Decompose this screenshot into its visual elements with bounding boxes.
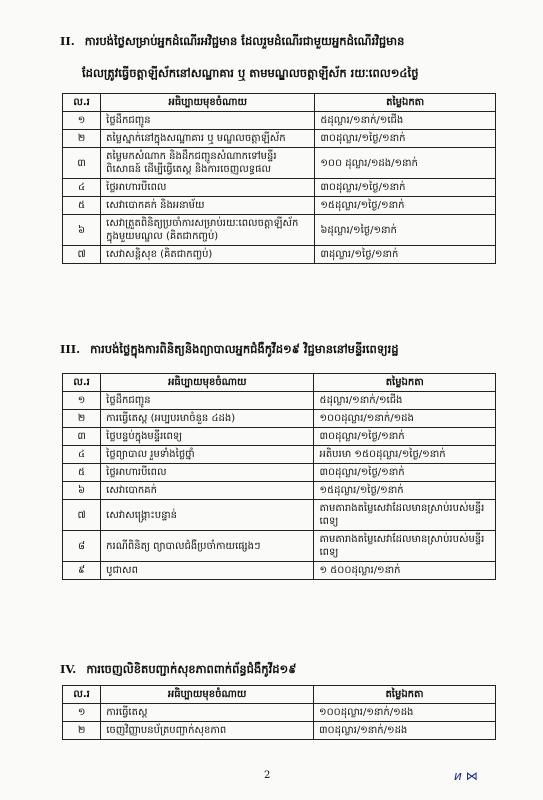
- row-price: អតិបរមា ១៥០ដុល្លារ/១ថ្ងៃ/១នាក់: [314, 446, 496, 464]
- section-3-title: ការបង់ថ្លៃក្នុងការពិនិត្យនិងព្យាបាលអ្នកជំងឺកូវីដ១៩ វិជ្ជមាននៅមន្ទីរពេទ្យរដ្ឋ: [90, 342, 399, 356]
- row-desc: តម្លៃមកសំណាក និងដឹកជញ្ជូនសំណាកទៅមន្ទីរពិសោធន៍ ដើម្បីធ្វើតេស្ត និងការចេញលទ្ធផល: [101, 148, 315, 179]
- row-price: ៣០ដុល្លារ/១ថ្ងៃ/១នាក់: [314, 464, 496, 482]
- row-no: ២: [63, 130, 101, 148]
- col-header-price: តម្លៃឯកតា: [314, 374, 496, 392]
- row-no: ៣: [63, 428, 101, 446]
- section-2-heading: [60, 34, 404, 49]
- section-4-title: ការចេញលិខិតបញ្ជាក់សុខភាពពាក់ព័ន្ធជំងឺកូវីដ១៩: [86, 662, 297, 676]
- row-price: ៦ដុល្លារ/១ថ្ងៃ/១នាក់: [315, 215, 496, 246]
- table-row: [63, 246, 496, 264]
- table-row: [63, 562, 496, 580]
- row-no: ៣: [63, 148, 101, 179]
- row-price: ១០០ដុល្លារ/១នាក់/១ដង: [314, 704, 496, 722]
- col-header-no: ល.រ: [63, 374, 101, 392]
- table-row: [63, 531, 496, 562]
- table-row: [63, 112, 496, 130]
- table-row: [63, 148, 496, 179]
- row-no: ២: [63, 722, 101, 740]
- table-row: [63, 392, 496, 410]
- row-no: ១: [63, 704, 101, 722]
- table-row: [63, 482, 496, 500]
- section-3-numeral: III.: [60, 342, 81, 356]
- row-no: ៥: [63, 197, 101, 215]
- table-row: [63, 446, 496, 464]
- row-price: ១៥ដុល្លារ/១ថ្ងៃ/១នាក់: [314, 482, 496, 500]
- row-price: តាមតារាងតម្លៃសេវាដែលមានស្រាប់របស់មន្ទីរពេទ្យ: [314, 531, 496, 562]
- section-2-title-line2: ដែលត្រូវធ្វើចត្តាឡីស័កនៅសណ្ឋាគារ ឬ តាមមណ្ឌលចត្តាឡីស័ក រយៈពេល១៤ថ្ងៃ: [82, 66, 419, 80]
- table-row: [63, 215, 496, 246]
- row-price: ៣០ដុល្លារ/១ថ្ងៃ/១នាក់: [315, 130, 496, 148]
- row-no: ៨: [63, 531, 101, 562]
- row-desc: ថ្លៃបន្ទប់ក្នុងមន្ទីរពេទ្យ: [101, 428, 314, 446]
- col-header-desc: អធិប្បាយមុខចំណាយ: [101, 686, 314, 704]
- col-header-price: តម្លៃឯកតា: [315, 94, 496, 112]
- table-header-row: [63, 686, 496, 704]
- table-row: [63, 722, 496, 740]
- table-row: [63, 130, 496, 148]
- section-2-title-line1: ការបង់ថ្លៃសម្រាប់អ្នកដំណើរអវិជ្ជមាន ដែលរួមដំណើរជាមួយអ្នកដំណើរវិជ្ជមាន: [84, 34, 405, 48]
- row-no: ៦: [63, 215, 101, 246]
- table-header-row: [63, 94, 496, 112]
- row-no: ១: [63, 112, 101, 130]
- row-desc: បូជាសព: [101, 562, 314, 580]
- row-no: ៩: [63, 562, 101, 580]
- row-price: តាមតារាងតម្លៃសេវាដែលមានស្រាប់របស់មន្ទីរពេទ្យ: [314, 500, 496, 531]
- row-desc: ថ្លៃដឹកជញ្ជូន: [101, 392, 314, 410]
- col-header-desc: អធិប្បាយមុខចំណាយ: [101, 94, 315, 112]
- section-3-heading: [60, 342, 399, 357]
- row-price: ៥ដុល្លារ/១នាក់/១ជើង: [314, 392, 496, 410]
- row-no: ៤: [63, 446, 101, 464]
- row-price: ១ ៥០០ដុល្លារ/១នាក់: [314, 562, 496, 580]
- row-desc: សេវាបោកគក់ និងអនាម័យ: [101, 197, 315, 215]
- row-no: ៧: [63, 500, 101, 531]
- table-row: [63, 197, 496, 215]
- row-no: ៥: [63, 464, 101, 482]
- row-no: ៤: [63, 179, 101, 197]
- col-header-price: តម្លៃឯកតា: [314, 686, 496, 704]
- table-row: [63, 704, 496, 722]
- section-2-numeral: II.: [60, 34, 75, 48]
- row-no: ២: [63, 410, 101, 428]
- section-4-numeral: IV.: [60, 662, 77, 676]
- col-header-no: ល.រ: [63, 94, 101, 112]
- row-desc: សេវាត្រួតពិនិត្យប្រចាំការសម្រាប់រយៈពេលចត្តាឡីស័កក្នុងមួយមណ្ឌល (គិតជាកញ្ចប់): [101, 215, 315, 246]
- section-2-table: [62, 93, 496, 264]
- row-price: ១០០ ដុល្លារ/១ដង/១នាក់: [315, 148, 496, 179]
- row-desc: ការធ្វើតេស្ត (អប្បបរមាចំនួន ៤ដង): [101, 410, 314, 428]
- row-price: ៣ដុល្លារ/១ថ្ងៃ/១នាក់: [315, 246, 496, 264]
- row-desc: ថ្លៃដឹកជញ្ជូន: [101, 112, 315, 130]
- row-desc: ករណីពិនិត្យ ព្យាបាលជំងឺប្រចាំកាយផ្សេងៗ: [101, 531, 314, 562]
- row-no: ១: [63, 392, 101, 410]
- row-desc: សេវាបោកគក់: [101, 482, 314, 500]
- row-price: ១០០ដុល្លារ/១នាក់/១ដង: [314, 410, 496, 428]
- table-row: [63, 464, 496, 482]
- page-number: 2: [264, 770, 271, 781]
- table-row: [63, 500, 496, 531]
- section-3-table: [62, 373, 496, 580]
- row-no: ៧: [63, 246, 101, 264]
- table-row: [63, 428, 496, 446]
- row-price: ៣០ដុល្លារ/១នាក់/១ដង: [314, 722, 496, 740]
- row-desc: ការធ្វើតេស្ត: [101, 704, 314, 722]
- col-header-desc: អធិប្បាយមុខចំណាយ: [101, 374, 314, 392]
- row-desc: ថ្លៃអាហារបីពេល: [101, 464, 314, 482]
- section-4-heading: [60, 662, 296, 677]
- table-row: [63, 410, 496, 428]
- row-desc: ចេញវិញ្ញាបនប័ត្របញ្ជាក់សុខភាព: [101, 722, 314, 740]
- row-price: ១៥ដុល្លារ/១ថ្ងៃ/១នាក់: [315, 197, 496, 215]
- row-price: ៥ដុល្លារ/១នាក់/១ជើង: [315, 112, 496, 130]
- table-header-row: [63, 374, 496, 392]
- row-desc: ថ្លៃអាហារបីពេល: [101, 179, 315, 197]
- section-4-table: [62, 685, 496, 740]
- row-price: ៣០ដុល្លារ/១ថ្ងៃ/១នាក់: [314, 428, 496, 446]
- row-no: ៦: [63, 482, 101, 500]
- table-row: [63, 179, 496, 197]
- col-header-no: ល.រ: [63, 686, 101, 704]
- row-desc: ថ្លៃព្យាបាល រួមទាំងថ្លៃថ្នាំ: [101, 446, 314, 464]
- initials-signature: ᴎ ⋈: [454, 769, 478, 783]
- row-desc: សេវាសន្តិសុខ (គិតជាកញ្ចប់): [101, 246, 315, 264]
- row-desc: សេវាសង្គ្រោះបន្ទាន់: [101, 500, 314, 531]
- row-price: ៣០ដុល្លារ/១ថ្ងៃ/១នាក់: [315, 179, 496, 197]
- row-desc: តម្លៃស្នាក់នៅក្នុងសណ្ឋាគារ ឬ មណ្ឌលចត្តាឡីស័ក: [101, 130, 315, 148]
